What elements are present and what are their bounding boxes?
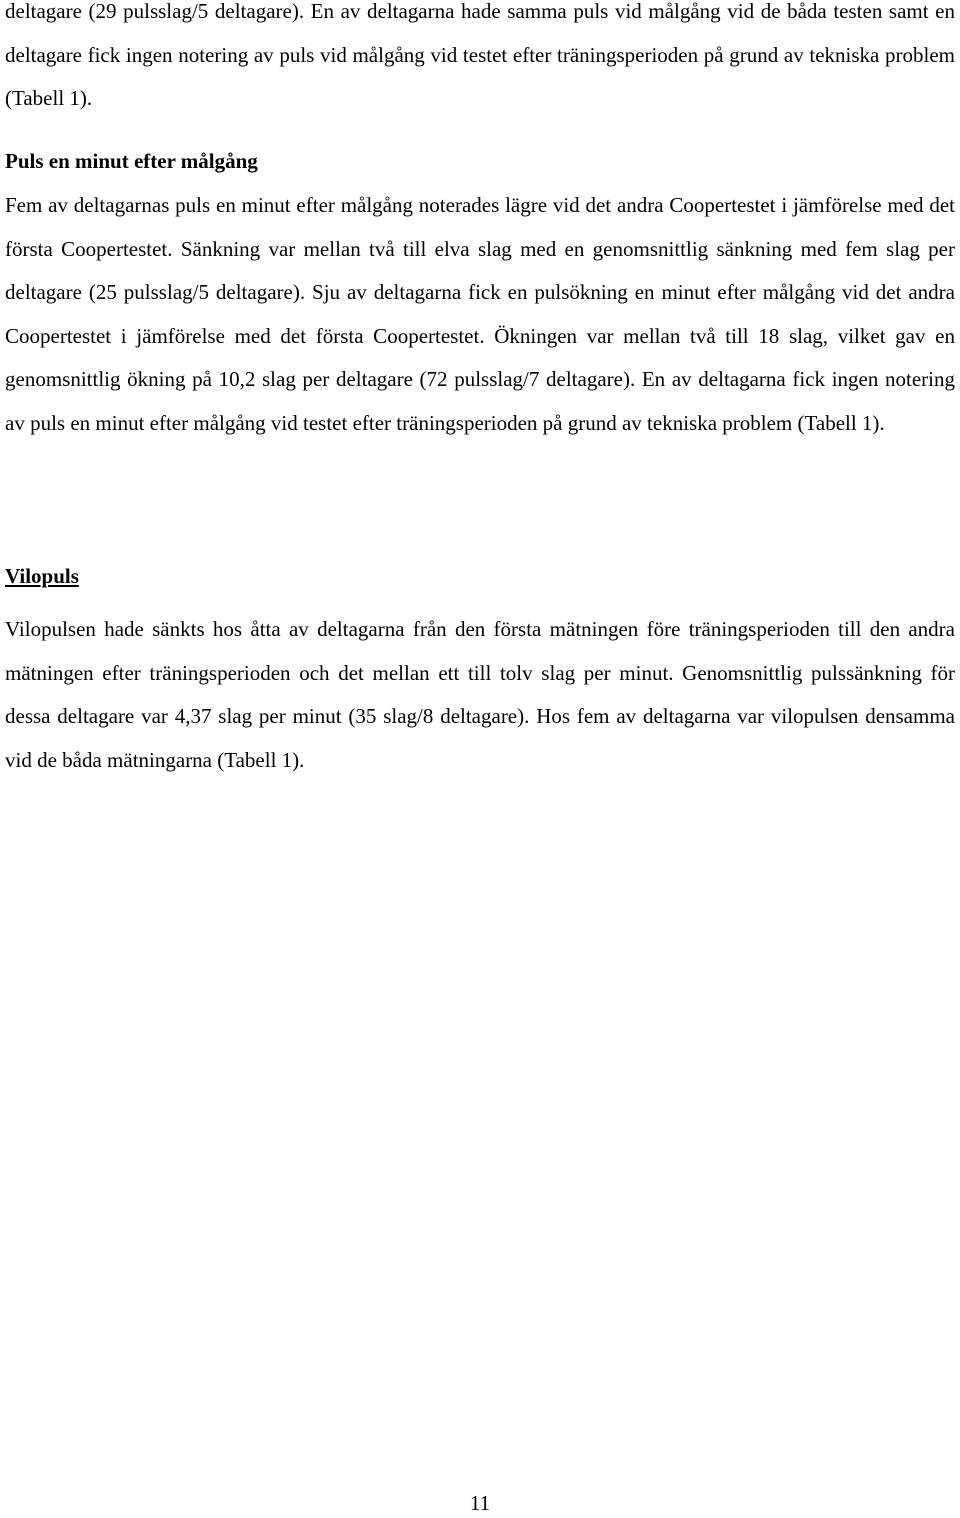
page-number: 11	[469, 1491, 491, 1515]
section-heading-puls-efter-malgang: Puls en minut efter målgång	[5, 149, 258, 173]
section-paragraph-puls-efter-malgang: Fem av deltagarnas puls en minut efter målgång noterades lägre vid det andra Coopertestet i jämförelse med det första Coopertestet. Sänkning var mellan två till elva slag med en genomsnittlig sänkning med fem slag per deltagare (25 pulsslag/5 deltagare). Sju av deltagarna fick en pulsökning en minut efter målgång vid det andra Coopertestet i jämförelse med det första Coopertestet. Ökningen var mellan två till 18 slag, vilket gav en genomsnittlig ökning på 10,2 slag per deltagare (72 pulsslag/7 deltagare). En av deltagarna fick ingen notering av puls en minut efter målgång vid testet efter träningsperioden på grund av tekniska problem (Tabell 1).	[5, 193, 955, 435]
section-paragraph-vilopuls: Vilopulsen hade sänkts hos åtta av deltagarna från den första mätningen före träningsperioden till den andra mätningen efter träningsperioden och det mellan ett till tolv slag per minut. Genomsnittlig pulssänkning för dessa deltagare var 4,37 slag per minut (35 slag/8 deltagare). Hos fem av deltagarna var vilopulsen densamma vid de båda mätningarna (Tabell 1).	[5, 617, 955, 772]
intro-paragraph: deltagare (29 pulsslag/5 deltagare). En av deltagarna hade samma puls vid målgång vid de båda testen samt en deltagare fick ingen notering av puls vid målgång vid testet efter träningsperioden på grund av tekniska problem (Tabell 1).	[5, 0, 955, 110]
section-heading-vilopuls: Vilopuls	[5, 564, 79, 588]
